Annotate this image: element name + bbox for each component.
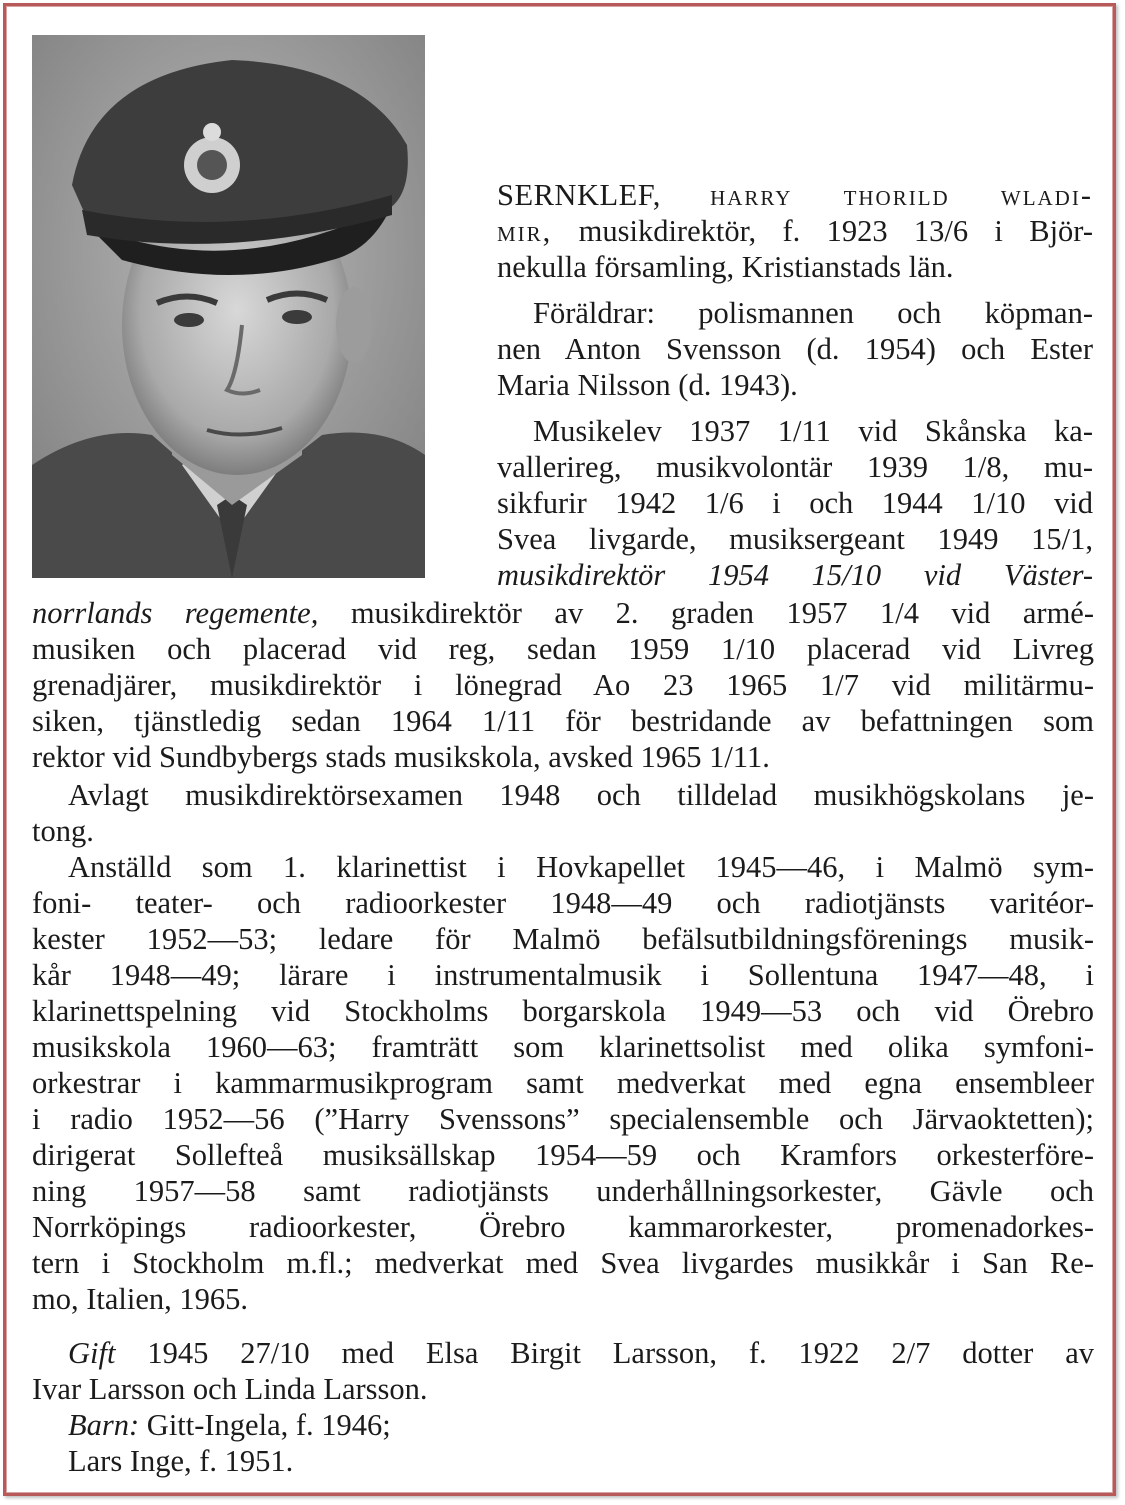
- entry-line-18: tong.: [32, 814, 94, 848]
- entry-line-34: Barn: Gitt-Ingela, f. 1946;: [68, 1408, 391, 1442]
- entry-line-16: rektor vid Sundbybergs stads musikskola, avsked 1965 1/11.: [32, 740, 770, 774]
- entry-line-29: Norrköpings radioorkester, Örebro kammarorkester, promenadorkes-: [32, 1210, 1094, 1244]
- entry-line-17: Avlagt musikdirektörsexamen 1948 och tilldelad musikhögskolans je-: [68, 778, 1094, 812]
- entry-line-35: Lars Inge, f. 1951.: [68, 1444, 294, 1478]
- entry-line-11: musikdirektör 1954 15/10 vid Väster-: [497, 558, 1093, 592]
- entry-line-24: musikskola 1960—63; framträtt som klarinettsolist med olika symfoni-: [32, 1030, 1094, 1064]
- entry-line-14: grenadjärer, musikdirektör i lönegrad Ao 23 1965 1/7 vid militärmu-: [32, 668, 1094, 702]
- entry-line-23: klarinettspelning vid Stockholms borgarskola 1949—53 och vid Örebro: [32, 994, 1094, 1028]
- entry-line-19: Anställd som 1. klarinettist i Hovkapellet 1945—46, i Malmö sym-: [68, 850, 1094, 884]
- portrait-photo: [32, 35, 425, 578]
- entry-line-25: orkestrar i kammarmusikprogram samt medverkat med egna ensembleer: [32, 1066, 1094, 1100]
- entry-line-20: foni- teater- och radioorkester 1948—49 och radiotjänsts varitéor-: [32, 886, 1094, 920]
- entry-line-1: [497, 177, 1093, 213]
- entry-line-22: kår 1948—49; lärare i instrumentalmusik i Sollentuna 1947—48, i: [32, 958, 1094, 992]
- given-names: harry thorild wladi-: [710, 178, 1093, 212]
- entry-line-9: sikfurir 1942 1/6 i och 1944 1/10 vid: [497, 486, 1093, 520]
- entry-line-4: Föräldrar: polismannen och köpman-: [533, 296, 1093, 330]
- entry-line-32: Gift 1945 27/10 med Elsa Birgit Larsson, f. 1922 2/7 dotter av: [68, 1336, 1094, 1370]
- entry-line-5: nen Anton Svensson (d. 1954) och Ester: [497, 332, 1093, 366]
- given-names-end: mir,: [497, 214, 553, 248]
- entry-line-31: mo, Italien, 1965.: [32, 1282, 249, 1316]
- entry-line-28: ning 1957—58 samt radiotjänsts underhållningsorkester, Gävle och: [32, 1174, 1094, 1208]
- entry-line-15: siken, tjänstledig sedan 1964 1/11 för bestridande av befattningen som: [32, 704, 1094, 738]
- entry-line-30: tern i Stockholm m.fl.; medverkat med Svea livgardes musikkår i San Re-: [32, 1246, 1094, 1280]
- entry-line-3: nekulla församling, Kristianstads län.: [497, 250, 954, 284]
- surname: SERNKLEF,: [497, 178, 661, 212]
- entry-line-33: Ivar Larsson och Linda Larsson.: [32, 1372, 428, 1406]
- entry-line-6: Maria Nilsson (d. 1943).: [497, 368, 798, 402]
- entry-line-26: i radio 1952—56 (”Harry Svenssons” specialensemble och Järvaoktetten);: [32, 1102, 1094, 1136]
- entry-line-21: kester 1952—53; ledare för Malmö befälsutbildningsförenings musik-: [32, 922, 1094, 956]
- entry-line-2: mir, musikdirektör, f. 1923 13/6 i Björ-: [497, 214, 1093, 248]
- entry-line-12: norrlands regemente, musikdirektör av 2. graden 1957 1/4 vid armé-: [32, 596, 1094, 630]
- entry-line-8: vallerireg, musikvolontär 1939 1/8, mu-: [497, 450, 1093, 484]
- entry-line-10: Svea livgarde, musiksergeant 1949 15/1,: [497, 522, 1093, 556]
- entry-line-13: musiken och placerad vid reg, sedan 1959 1/10 placerad vid Livreg: [32, 632, 1094, 666]
- entry-line-7: Musikelev 1937 1/11 vid Skånska ka-: [533, 414, 1093, 448]
- entry-line-27: dirigerat Sollefteå musiksällskap 1954—59 och Kramfors orkesterföre-: [32, 1138, 1094, 1172]
